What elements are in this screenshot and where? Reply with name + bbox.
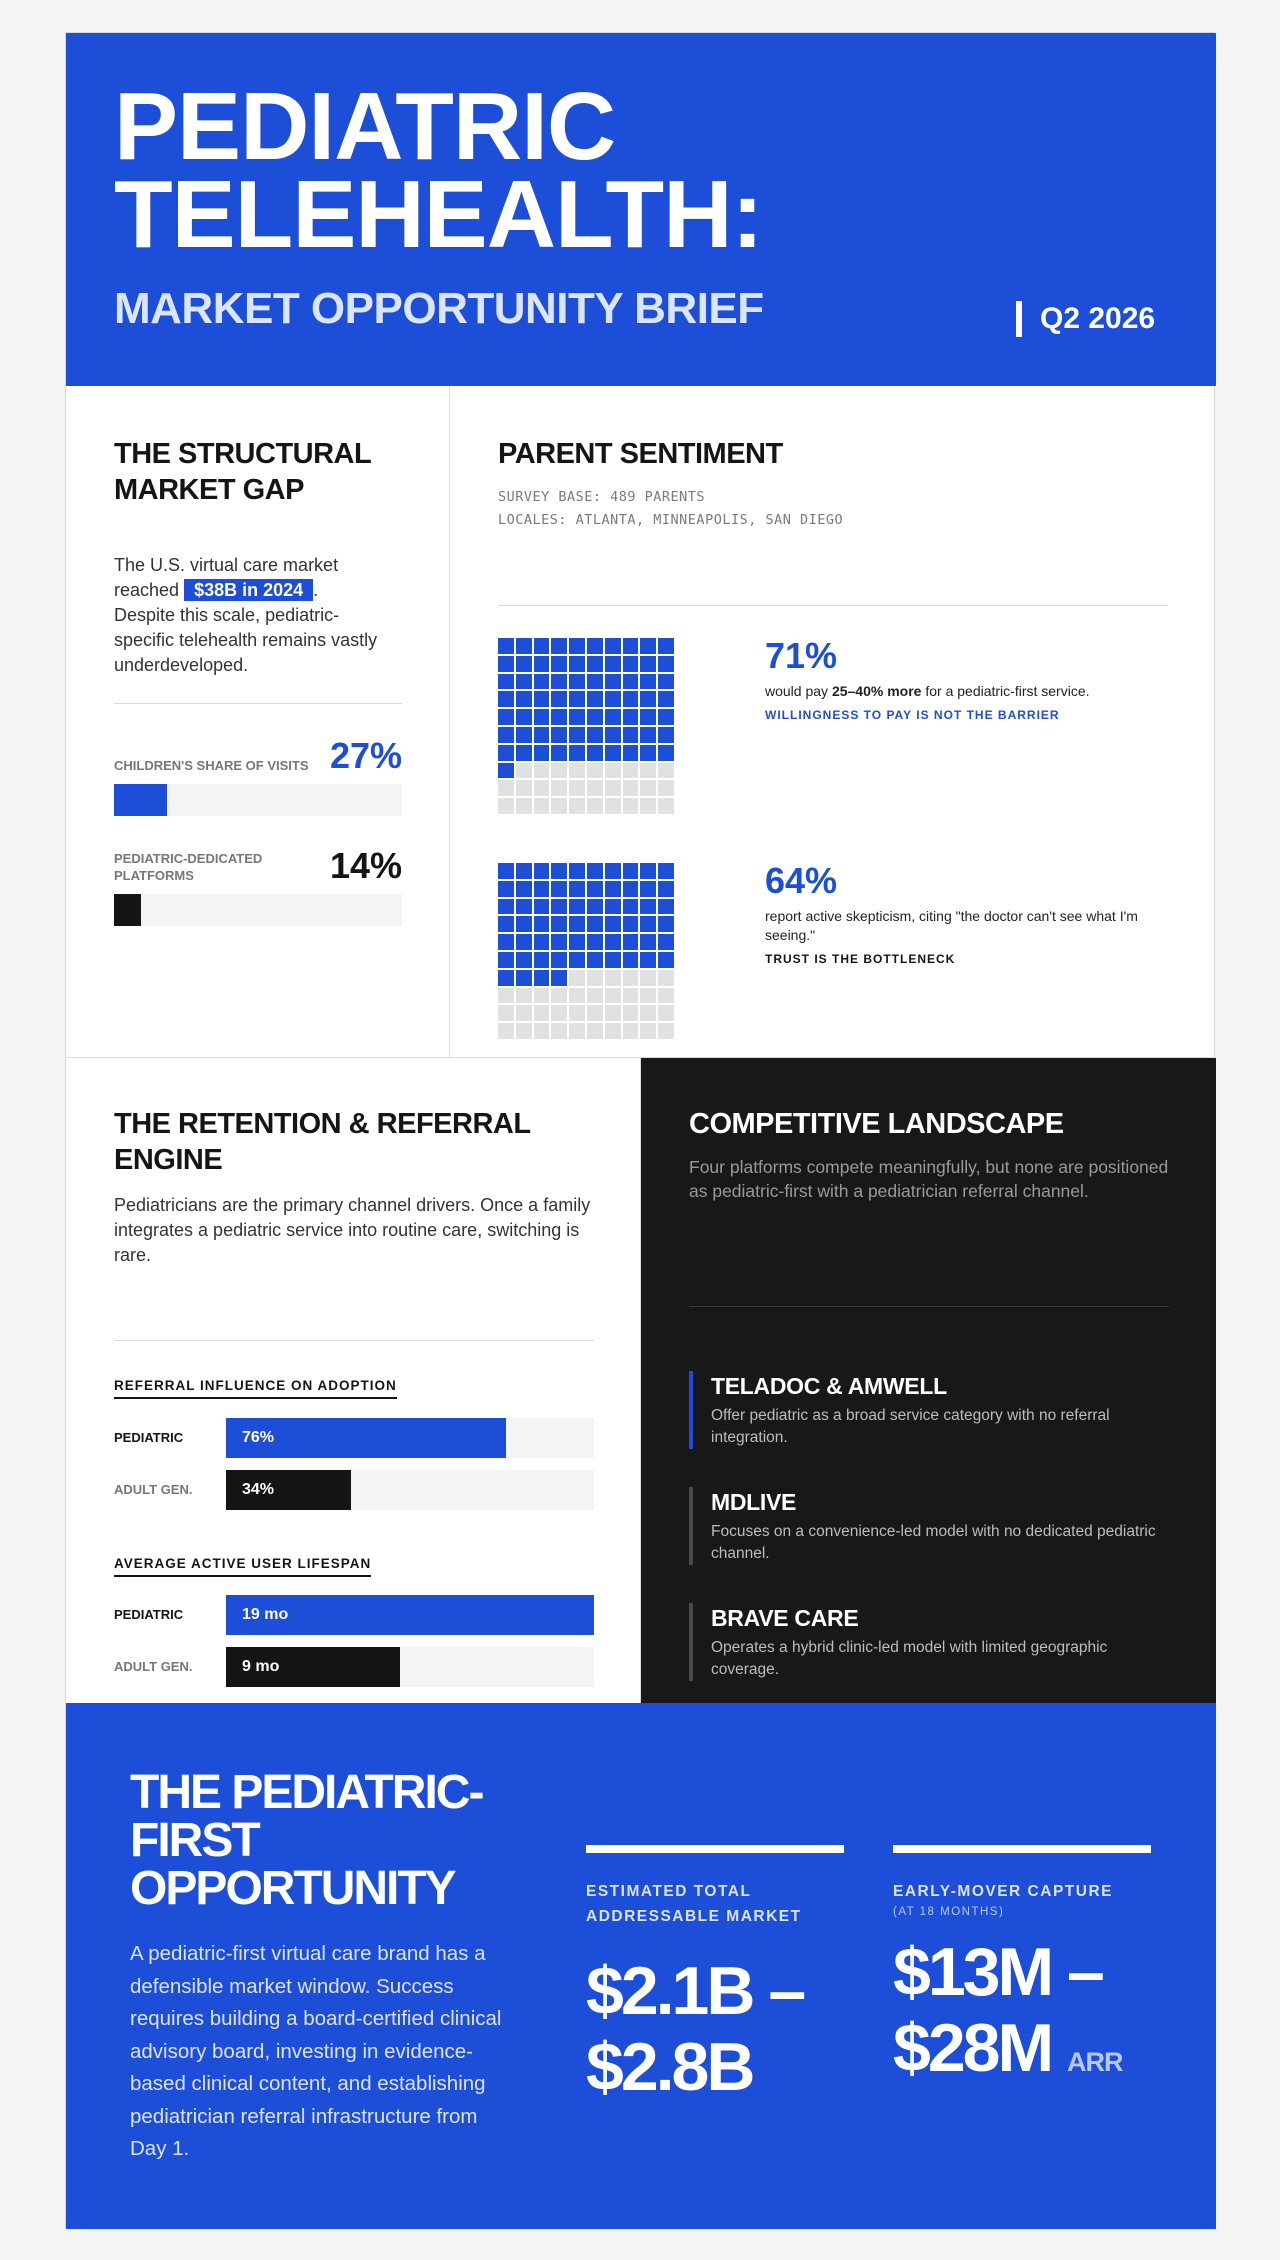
waffle-cell-filled — [587, 934, 603, 950]
waffle-cell-filled — [658, 745, 674, 761]
waffle-cell-empty — [551, 988, 567, 1004]
stat-skepticism — [765, 861, 1175, 967]
referral-chart-title: REFERRAL INFLUENCE ON ADOPTION — [114, 1378, 397, 1399]
waffle-cell-filled — [569, 638, 585, 654]
stat-desc-bold: 25–40% more — [831, 683, 922, 699]
waffle-cell-filled — [498, 638, 514, 654]
waffle-cell-filled — [516, 863, 532, 879]
waffle-cell-filled — [658, 656, 674, 672]
lifespan-row-adult — [114, 1647, 594, 1687]
waffle-cell-filled — [516, 952, 532, 968]
opportunity-body: A pediatric-first virtual care brand has a defensible market window. Success requires building a board-certified clinical advisory board, investing in evidence-based clinical content, and establishing pediatrician referral infrastructure from Day 1. — [130, 1942, 502, 2160]
waffle-cell-filled — [516, 656, 532, 672]
waffle-cell-filled — [569, 709, 585, 725]
waffle-cell-filled — [516, 674, 532, 690]
header-banner — [66, 33, 1216, 386]
waffle-cell-filled — [605, 674, 621, 690]
waffle-cell-filled — [587, 727, 603, 743]
waffle-cell-filled — [551, 863, 567, 879]
divider — [498, 605, 1168, 606]
waffle-cell-empty — [516, 1023, 532, 1039]
waffle-cell-filled — [498, 745, 514, 761]
waffle-cell-filled — [534, 916, 550, 932]
waffle-cell-filled — [534, 727, 550, 743]
waffle-cell-empty — [587, 970, 603, 986]
waffle-cell-filled — [551, 970, 567, 986]
title-line-1: PEDIATRIC — [114, 73, 616, 180]
competitor-name: BRAVE CARE — [711, 1605, 859, 1631]
waffle-cell-filled — [605, 881, 621, 897]
competitor-accent-bar — [689, 1487, 693, 1565]
waffle-cell-filled — [587, 863, 603, 879]
row-bar: 34% — [226, 1470, 351, 1510]
waffle-cell-empty — [534, 780, 550, 796]
waffle-cell-empty — [623, 970, 639, 986]
waffle-cell-empty — [569, 970, 585, 986]
row-bar: 19 mo — [226, 1595, 594, 1635]
waffle-cell-empty — [534, 763, 550, 779]
waffle-cell-empty — [658, 798, 674, 814]
waffle-cell-filled — [498, 727, 514, 743]
waffle-cell-filled — [587, 674, 603, 690]
waffle-cell-empty — [569, 780, 585, 796]
competitive-body: Four platforms compete meaningfully, but none are positioned as pediatric-first with a pediatrician referral channel. — [689, 1157, 1169, 1201]
waffle-cell-filled — [605, 863, 621, 879]
waffle-cell-filled — [551, 638, 567, 654]
waffle-cell-filled — [569, 934, 585, 950]
page-subtitle: MARKET OPPORTUNITY BRIEF — [114, 284, 764, 333]
waffle-cell-filled — [569, 881, 585, 897]
waffle-cell-filled — [658, 674, 674, 690]
waffle-cell-empty — [640, 988, 656, 1004]
waffle-cell-filled — [623, 881, 639, 897]
waffle-cell-filled — [551, 709, 567, 725]
stat-percent: 64% — [765, 860, 838, 901]
waffle-cell-filled — [551, 691, 567, 707]
waffle-cell-filled — [658, 863, 674, 879]
waffle-cell-empty — [640, 798, 656, 814]
waffle-cell-filled — [498, 863, 514, 879]
waffle-cell-filled — [498, 952, 514, 968]
waffle-cell-filled — [640, 638, 656, 654]
waffle-cell-empty — [623, 763, 639, 779]
waffle-cell-empty — [516, 988, 532, 1004]
row-track — [226, 1595, 594, 1635]
waffle-cell-filled — [623, 691, 639, 707]
metric-bar-fill — [114, 784, 167, 816]
stat-tag: TRUST IS THE BOTTLENECK — [765, 952, 956, 966]
waffle-cell-filled — [551, 934, 567, 950]
waffle-cell-empty — [551, 798, 567, 814]
waffle-cell-filled — [534, 656, 550, 672]
waffle-cell-filled — [569, 745, 585, 761]
waffle-cell-empty — [516, 763, 532, 779]
waffle-cell-filled — [534, 745, 550, 761]
waffle-cell-filled — [516, 638, 532, 654]
stat-willingness — [765, 636, 1175, 723]
waffle-cell-filled — [551, 881, 567, 897]
waffle-cell-filled — [534, 863, 550, 879]
row-bar: 9 mo — [226, 1647, 400, 1687]
competitive-section — [641, 1058, 1216, 1703]
waffle-cell-empty — [498, 1023, 514, 1039]
waffle-cell-filled — [498, 881, 514, 897]
waffle-cell-filled — [658, 916, 674, 932]
waffle-cell-filled — [623, 656, 639, 672]
kpi-label: ESTIMATED TOTAL ADDRESSABLE MARKET — [586, 1883, 802, 1925]
kpi-value-line-2: $2.8B — [586, 2029, 753, 2105]
waffle-cell-filled — [658, 638, 674, 654]
waffle-cell-filled — [516, 745, 532, 761]
waffle-cell-filled — [569, 691, 585, 707]
waffle-cell-empty — [587, 798, 603, 814]
title-line-2: TELEHEALTH: — [114, 161, 763, 268]
waffle-cell-empty — [569, 988, 585, 1004]
waffle-cell-filled — [640, 656, 656, 672]
metric-bar-track — [114, 784, 402, 816]
kpi-value — [893, 1934, 1151, 2100]
survey-base: SURVEY BASE: 489 PARENTS — [498, 489, 706, 505]
waffle-cell-filled — [516, 709, 532, 725]
waffle-cell-filled — [640, 934, 656, 950]
waffle-cell-empty — [658, 1005, 674, 1021]
waffle-cell-filled — [587, 952, 603, 968]
waffle-cell-empty — [605, 780, 621, 796]
retention-body: Pediatricians are the primary channel drivers. Once a family integrates a pediatric service into routine care, switching is rare. — [114, 1195, 591, 1265]
competitor-teladoc-amwell — [689, 1371, 1169, 1449]
row-track — [226, 1470, 594, 1510]
waffle-cell-filled — [587, 691, 603, 707]
waffle-cell-filled — [623, 638, 639, 654]
waffle-cell-empty — [569, 1023, 585, 1039]
competitive-title: COMPETITIVE LANDSCAPE — [689, 1108, 1064, 1140]
waffle-cell-filled — [551, 727, 567, 743]
waffle-cell-filled — [605, 745, 621, 761]
waffle-cell-filled — [640, 881, 656, 897]
kpi-unit: ARR — [1067, 2047, 1123, 2077]
waffle-cell-filled — [623, 674, 639, 690]
waffle-cell-filled — [498, 656, 514, 672]
waffle-cell-filled — [534, 899, 550, 915]
waffle-cell-filled — [623, 709, 639, 725]
competitor-mdlive — [689, 1487, 1169, 1565]
brief-page — [65, 32, 1215, 2228]
waffle-cell-filled — [516, 691, 532, 707]
waffle-cell-empty — [516, 798, 532, 814]
waffle-cell-filled — [587, 745, 603, 761]
waffle-cell-empty — [640, 763, 656, 779]
waffle-cell-empty — [605, 763, 621, 779]
waffle-cell-filled — [658, 727, 674, 743]
market-size-highlight: $38B in 2024 — [184, 579, 313, 601]
waffle-cell-filled — [640, 727, 656, 743]
waffle-cell-empty — [516, 1005, 532, 1021]
waffle-cell-filled — [551, 745, 567, 761]
waffle-cell-filled — [551, 899, 567, 915]
competitor-description: Focuses on a convenience-led model with no dedicated pediatric channel. — [711, 1523, 1156, 1562]
waffle-cell-filled — [516, 727, 532, 743]
waffle-cell-filled — [569, 656, 585, 672]
waffle-cell-filled — [605, 691, 621, 707]
waffle-cell-empty — [640, 970, 656, 986]
waffle-cell-filled — [516, 899, 532, 915]
waffle-cell-filled — [587, 899, 603, 915]
row-track — [226, 1647, 594, 1687]
waffle-cell-filled — [640, 863, 656, 879]
waffle-cell-filled — [551, 674, 567, 690]
waffle-cell-filled — [605, 934, 621, 950]
metric-pediatric-platforms — [114, 846, 402, 936]
row-label: PEDIATRIC — [114, 1430, 184, 1445]
stat-tag: WILLINGNESS TO PAY IS NOT THE BARRIER — [765, 708, 1060, 722]
competitor-description: Operates a hybrid clinic-led model with limited geographic coverage. — [711, 1639, 1108, 1678]
waffle-cell-filled — [569, 952, 585, 968]
competitor-accent-bar — [689, 1603, 693, 1681]
survey-meta — [498, 486, 843, 532]
stat-description — [765, 682, 1175, 701]
waffle-cell-empty — [658, 988, 674, 1004]
waffle-chart-willingness — [498, 638, 674, 814]
referral-row-adult — [114, 1470, 594, 1510]
market-gap-section — [66, 386, 450, 1058]
waffle-cell-empty — [640, 1005, 656, 1021]
waffle-cell-filled — [498, 934, 514, 950]
waffle-cell-filled — [658, 899, 674, 915]
waffle-cell-filled — [623, 934, 639, 950]
waffle-cell-empty — [605, 988, 621, 1004]
waffle-cell-filled — [605, 709, 621, 725]
waffle-cell-filled — [640, 674, 656, 690]
waffle-cell-empty — [658, 1023, 674, 1039]
waffle-cell-filled — [658, 691, 674, 707]
waffle-cell-filled — [640, 899, 656, 915]
kpi-value-line-1: $2.1B – — [586, 1953, 804, 2029]
waffle-cell-empty — [658, 763, 674, 779]
waffle-cell-filled — [534, 881, 550, 897]
waffle-cell-empty — [623, 780, 639, 796]
opportunity-title: THE PEDIATRIC-FIRST OPPORTUNITY — [130, 1766, 483, 1915]
waffle-cell-empty — [551, 763, 567, 779]
competitor-brave-care — [689, 1603, 1169, 1681]
waffle-cell-empty — [498, 798, 514, 814]
waffle-cell-filled — [605, 952, 621, 968]
waffle-cell-filled — [516, 881, 532, 897]
waffle-cell-filled — [658, 934, 674, 950]
market-gap-body-suffix: . Despite this scale, pediatric-specific telehealth remains vastly underdeveloped. — [114, 580, 378, 675]
waffle-cell-empty — [623, 988, 639, 1004]
waffle-cell-filled — [658, 952, 674, 968]
waffle-cell-empty — [658, 970, 674, 986]
quarter-label: Q2 2026 — [1016, 301, 1155, 337]
divider — [114, 1340, 594, 1341]
competitor-name: MDLIVE — [711, 1489, 797, 1515]
waffle-cell-filled — [498, 763, 514, 779]
kpi-tam — [586, 1845, 844, 2105]
waffle-cell-filled — [623, 899, 639, 915]
row-label: ADULT GEN. — [114, 1659, 193, 1674]
row-bar: 76% — [226, 1418, 506, 1458]
waffle-cell-filled — [623, 863, 639, 879]
waffle-cell-filled — [587, 638, 603, 654]
stat-description — [765, 907, 1175, 945]
waffle-cell-filled — [551, 656, 567, 672]
retention-section — [66, 1058, 641, 1703]
kpi-sublabel: (AT 18 MONTHS) — [893, 1906, 1005, 1918]
kpi-value-line-2: $28M — [893, 2010, 1052, 2086]
market-gap-body — [114, 553, 384, 678]
competitor-description: Offer pediatric as a broad service category with no referral integration. — [711, 1407, 1110, 1446]
page-title — [114, 73, 763, 268]
row-track — [226, 1418, 594, 1458]
waffle-cell-empty — [605, 798, 621, 814]
waffle-cell-empty — [551, 1023, 567, 1039]
waffle-chart-skepticism — [498, 863, 674, 1039]
waffle-cell-filled — [605, 656, 621, 672]
waffle-cell-filled — [587, 656, 603, 672]
waffle-cell-filled — [498, 899, 514, 915]
waffle-cell-filled — [658, 709, 674, 725]
waffle-cell-empty — [498, 988, 514, 1004]
kpi-value — [586, 1953, 844, 2105]
waffle-cell-filled — [498, 691, 514, 707]
waffle-cell-filled — [534, 952, 550, 968]
waffle-cell-empty — [587, 763, 603, 779]
kpi-value-line-1: $13M – — [893, 1934, 1102, 2010]
waffle-cell-filled — [623, 916, 639, 932]
waffle-cell-filled — [605, 916, 621, 932]
waffle-cell-filled — [551, 952, 567, 968]
metric-children-share — [114, 736, 402, 826]
waffle-cell-empty — [534, 798, 550, 814]
metric-label: PEDIATRIC-DEDICATED PLATFORMS — [114, 851, 263, 883]
waffle-cell-filled — [587, 916, 603, 932]
waffle-cell-empty — [640, 1023, 656, 1039]
waffle-cell-filled — [498, 916, 514, 932]
lifespan-row-pediatric — [114, 1595, 594, 1635]
waffle-cell-empty — [623, 1005, 639, 1021]
waffle-cell-filled — [498, 970, 514, 986]
referral-row-pediatric — [114, 1418, 594, 1458]
waffle-cell-filled — [498, 674, 514, 690]
survey-locales: LOCALES: ATLANTA, MINNEAPOLIS, SAN DIEGO — [498, 512, 844, 528]
waffle-cell-empty — [587, 780, 603, 796]
metric-label: CHILDREN'S SHARE OF VISITS — [114, 758, 309, 773]
waffle-cell-filled — [569, 899, 585, 915]
waffle-cell-filled — [516, 970, 532, 986]
waffle-cell-filled — [516, 934, 532, 950]
waffle-cell-empty — [587, 1005, 603, 1021]
waffle-cell-filled — [605, 638, 621, 654]
row-label: ADULT GEN. — [114, 1482, 193, 1497]
stat-percent: 71% — [765, 635, 838, 676]
waffle-cell-filled — [623, 745, 639, 761]
waffle-cell-filled — [587, 709, 603, 725]
waffle-cell-empty — [534, 1023, 550, 1039]
competitor-accent-bar — [689, 1371, 693, 1449]
waffle-cell-filled — [569, 863, 585, 879]
metric-bar-fill — [114, 894, 141, 926]
waffle-cell-filled — [551, 916, 567, 932]
waffle-cell-empty — [569, 763, 585, 779]
waffle-cell-empty — [605, 970, 621, 986]
waffle-cell-filled — [569, 674, 585, 690]
waffle-cell-empty — [623, 1023, 639, 1039]
row-label: PEDIATRIC — [114, 1607, 184, 1622]
waffle-cell-filled — [640, 691, 656, 707]
waffle-cell-filled — [534, 970, 550, 986]
opportunity-section — [66, 1703, 1216, 2229]
stat-desc-text: for a pediatric-first service. — [921, 683, 1090, 699]
waffle-cell-filled — [534, 709, 550, 725]
lifespan-chart-title: AVERAGE ACTIVE USER LIFESPAN — [114, 1556, 371, 1577]
waffle-cell-filled — [623, 727, 639, 743]
sentiment-title: PARENT SENTIMENT — [498, 438, 783, 470]
waffle-cell-filled — [640, 916, 656, 932]
waffle-cell-filled — [623, 952, 639, 968]
stat-desc-text: report active skepticism, citing "the doctor can't see what I'm seeing." — [765, 908, 1138, 943]
waffle-cell-empty — [498, 780, 514, 796]
market-gap-body-prefix: The U.S. virtual care market reached — [114, 555, 339, 600]
waffle-cell-filled — [534, 934, 550, 950]
waffle-cell-filled — [516, 916, 532, 932]
waffle-cell-filled — [534, 674, 550, 690]
metric-bar-track — [114, 894, 402, 926]
waffle-cell-filled — [569, 916, 585, 932]
waffle-cell-empty — [498, 1005, 514, 1021]
waffle-cell-empty — [551, 1005, 567, 1021]
waffle-cell-empty — [658, 780, 674, 796]
waffle-cell-filled — [605, 727, 621, 743]
waffle-cell-filled — [658, 881, 674, 897]
stat-desc-text: would pay — [765, 683, 832, 699]
metric-value: 14% — [329, 845, 402, 886]
market-gap-title: THE STRUCTURAL MARKET GAP — [114, 438, 371, 506]
waffle-cell-filled — [569, 727, 585, 743]
waffle-cell-empty — [640, 780, 656, 796]
waffle-cell-empty — [534, 988, 550, 1004]
waffle-cell-filled — [605, 899, 621, 915]
waffle-cell-empty — [587, 1023, 603, 1039]
divider — [689, 1306, 1169, 1307]
waffle-cell-filled — [534, 691, 550, 707]
divider — [114, 703, 402, 704]
parent-sentiment-section — [450, 386, 1216, 1058]
waffle-cell-filled — [640, 745, 656, 761]
retention-title: THE RETENTION & REFERRAL ENGINE — [114, 1108, 531, 1176]
metric-value: 27% — [329, 735, 402, 776]
waffle-cell-filled — [587, 881, 603, 897]
waffle-cell-empty — [569, 1005, 585, 1021]
waffle-cell-empty — [605, 1005, 621, 1021]
waffle-cell-empty — [569, 798, 585, 814]
waffle-cell-filled — [498, 709, 514, 725]
kpi-label: EARLY-MOVER CAPTURE — [893, 1883, 1113, 1900]
waffle-cell-filled — [640, 952, 656, 968]
kpi-early-mover — [893, 1845, 1151, 2100]
waffle-cell-empty — [587, 988, 603, 1004]
competitor-name: TELADOC & AMWELL — [711, 1373, 947, 1399]
waffle-cell-empty — [534, 1005, 550, 1021]
waffle-cell-empty — [516, 780, 532, 796]
waffle-cell-empty — [605, 1023, 621, 1039]
waffle-cell-filled — [534, 638, 550, 654]
waffle-cell-empty — [551, 780, 567, 796]
waffle-cell-empty — [623, 798, 639, 814]
waffle-cell-filled — [640, 709, 656, 725]
